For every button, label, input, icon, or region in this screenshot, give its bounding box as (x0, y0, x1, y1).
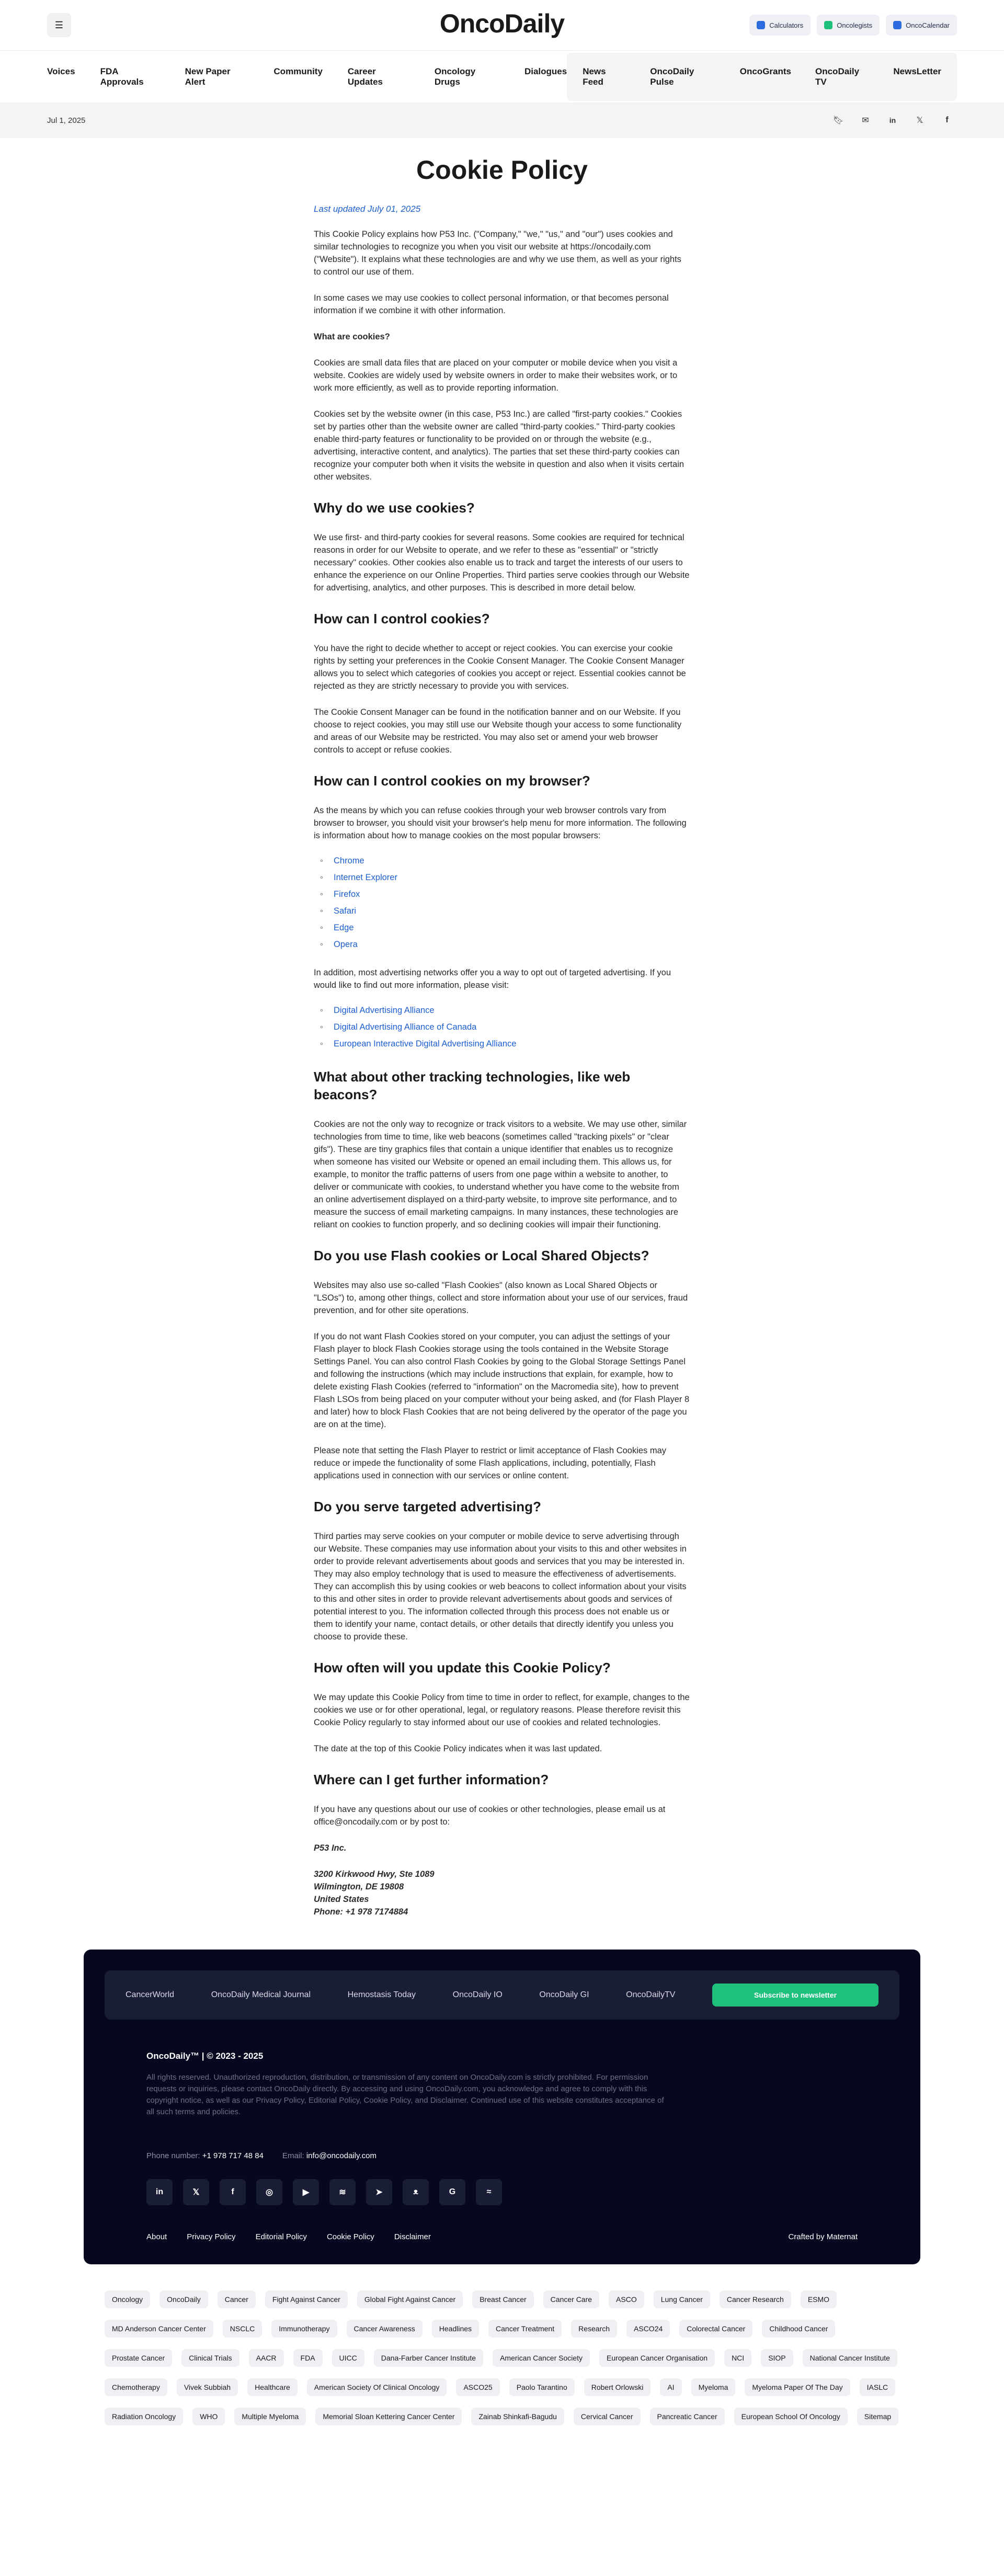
publish-date: Jul 1, 2025 (47, 116, 86, 125)
tag-chip[interactable]: MD Anderson Cancer Center (105, 2320, 213, 2338)
tag-chip[interactable]: Colorectal Cancer (679, 2320, 752, 2338)
tag-chip[interactable]: Cancer (218, 2290, 256, 2308)
tag-chip[interactable]: Memorial Sloan Kettering Cancer Center (315, 2408, 462, 2425)
menu-button[interactable] (47, 13, 71, 37)
linkedin-icon[interactable]: in (889, 116, 896, 124)
tag-chip[interactable]: Clinical Trials (181, 2349, 239, 2367)
nav-left (47, 66, 567, 87)
nav-item-oncodaily-tv[interactable]: OncoDaily TV (815, 66, 860, 87)
calculators-button[interactable] (749, 15, 811, 36)
footer-bottom (146, 2232, 858, 2241)
list-item (334, 903, 690, 919)
list-item (334, 919, 690, 936)
x-icon[interactable]: 𝕏 (183, 2179, 209, 2205)
ad-link-daa[interactable]: Digital Advertising Alliance (334, 1006, 435, 1015)
rss-icon[interactable]: ≈ (476, 2179, 502, 2205)
tag-chip[interactable]: Oncology (105, 2290, 150, 2308)
paragraph: If you have any questions about our use of cookies or other technologies, please email us at office@oncodaily.com or by post to: (314, 1805, 666, 1827)
subscribe-button[interactable]: Subscribe to newsletter (712, 1984, 878, 2007)
x-icon[interactable]: 𝕏 (916, 116, 923, 125)
list-item (334, 886, 690, 903)
browser-link-firefox[interactable]: Firefox (334, 890, 360, 899)
oncolegists-button[interactable] (817, 15, 880, 36)
browser-link-safari[interactable]: Safari (334, 906, 357, 916)
tag-chip[interactable]: Chemotherapy (105, 2378, 167, 2396)
section-heading: Where can I get further information? (314, 1772, 549, 1787)
list-item (334, 852, 690, 869)
tag-chip[interactable]: Research (571, 2320, 617, 2338)
section-heading: What are cookies? (314, 332, 390, 341)
policy-links (146, 2232, 431, 2241)
tag-chip[interactable]: Pancreatic Cancer (650, 2408, 725, 2425)
article (314, 138, 690, 1918)
paragraph: Third parties may serve cookies on your computer or mobile device to serve advertising through our Website. These companies may use information about your visits to this and other websites in order to provide relevant advertisements about goods and services that you may be interested in. They may also employ technology that is used to measure the effectiveness of advertisements. They can accomplish this by using cookies or web beacons to collect information about your visits to this and other sites in order to provide relevant advertisements about goods and services of potential interest to you. The information collected through this process does not enable us or them to identify your name, contact details, or other details that directly identify you unless you choose to provide these. (314, 1532, 687, 1642)
tag-chip[interactable]: Headlines (432, 2320, 479, 2338)
nav-item-oncodaily-pulse[interactable]: OncoDaily Pulse (650, 66, 694, 87)
oncocalendar-button[interactable] (886, 15, 957, 36)
footer-brand: OncoDaily™ | © 2023 - 2025 (146, 2051, 264, 2061)
nav-item-career-updates[interactable]: Career Updates (347, 66, 383, 87)
company-name: P53 Inc. (314, 1843, 347, 1853)
tag-chip[interactable]: SIOP (761, 2349, 793, 2367)
nav-item-oncology-drugs[interactable]: Oncology Drugs (434, 66, 476, 87)
header-pills (749, 15, 957, 36)
footer-link-oncodaily-gi[interactable]: OncoDaily GI (539, 1990, 589, 1999)
tag-chip[interactable]: Myeloma (691, 2378, 736, 2396)
footer-nav (105, 1970, 899, 2020)
section-heading: How can I control cookies on my browser? (314, 773, 590, 789)
nav-item-oncogrants[interactable]: OncoGrants (739, 66, 791, 76)
browser-list (334, 852, 690, 953)
postal-address (314, 1842, 690, 1918)
tag-chip[interactable]: Sitemap (857, 2408, 898, 2425)
section-heading: How can I control cookies? (314, 611, 490, 626)
google-icon[interactable]: G (439, 2179, 465, 2205)
tag-chip[interactable]: European Cancer Organisation (599, 2349, 715, 2367)
tag-chip[interactable]: AACR (249, 2349, 284, 2367)
tag-chip[interactable]: Cancer Treatment (488, 2320, 562, 2338)
linkedin-icon[interactable]: in (146, 2179, 173, 2205)
tag-chip[interactable]: ESMO (801, 2290, 837, 2308)
spotify-icon[interactable]: ≋ (329, 2179, 356, 2205)
youtube-icon[interactable]: ▶ (293, 2179, 319, 2205)
paragraph: This Cookie Policy explains how P53 Inc. ("Company," "we," "us," and "our") uses cookies and similar technologies to recognize you when you visit our website at https://oncodaily.com ("Website"). It explains what these technologies are and why we use them, as well as your rights to control our use of them. (314, 230, 681, 277)
tag-chip[interactable]: National Cancer Institute (803, 2349, 897, 2367)
section-heading: Why do we use cookies? (314, 500, 475, 516)
main-nav (0, 50, 1004, 102)
tag-chip[interactable]: American Society Of Clinical Oncology (307, 2378, 447, 2396)
paragraph: Please note that setting the Flash Player to restrict or limit acceptance of Flash Cookies may reduce or impede the functionality of some Flash applications, including, potentially, Flash applications used in connection with our services or online content. (314, 1446, 667, 1480)
tag-chip[interactable]: NSCLC (223, 2320, 262, 2338)
tag-chip[interactable]: NCI (724, 2349, 751, 2367)
tag-chip[interactable]: ASCO24 (626, 2320, 670, 2338)
tag-cloud (105, 2290, 899, 2425)
list-item (334, 1002, 690, 1019)
tag-chip[interactable]: Healthcare (247, 2378, 298, 2396)
bluesky-icon[interactable]: ᴥ (403, 2179, 429, 2205)
date-bar (0, 102, 1004, 138)
tag-chip[interactable]: FDA (293, 2349, 323, 2367)
list-item (334, 936, 690, 953)
tag-chip[interactable]: Robert Orlowski (584, 2378, 651, 2396)
list-item (334, 1019, 690, 1035)
section-heading: How often will you update this Cookie Policy? (314, 1660, 611, 1675)
tag-chip[interactable]: UICC (332, 2349, 364, 2367)
crafted-by[interactable]: Crafted by Maternat (788, 2232, 858, 2241)
nav-item-dialogues[interactable]: Dialogues (524, 66, 567, 76)
tag-chip[interactable]: Multiple Myeloma (234, 2408, 306, 2425)
nav-item-news-feed[interactable]: News Feed (583, 66, 606, 87)
tag-chip[interactable]: IASLC (860, 2378, 895, 2396)
nav-right (567, 53, 957, 101)
calculator-icon (757, 21, 765, 29)
tag-chip[interactable]: OncoDaily (159, 2290, 208, 2308)
paragraph: Cookies set by the website owner (in this case, P53 Inc.) are called "first-party cookies." Cookies set by parties other than the website owner are called "third-party cookies." Third-party cookies enable third-party features or functionality to be provided on or through the website (e.g., advertising, interactive content, and analytics). The parties that set these third-party cookies can recognize your computer both when it visits the website in question and also when it visits certain other websites. (314, 409, 684, 482)
paragraph: If you do not want Flash Cookies stored on your computer, you can adjust the settings of your Flash player to block Flash Cookies storage using the tools contained in the Website Storage Settings Panel. You can also control Flash Cookies by going to the Global Storage Settings Panel and following the instructions (which may include instructions that explain, for example, how to delete existing Flash Cookies (referred to "information" on the Macromedia site), how to prevent Flash LSOs from being placed on your computer without your being asked, and (for Flash Player 8 and later) how to block Flash Cookies that are not being delivered by the operator of the page you are on at the time). (314, 1332, 690, 1429)
social-links (146, 2179, 899, 2205)
tag-chip[interactable]: Cancer Research (720, 2290, 791, 2308)
paragraph: The Cookie Consent Manager can be found in the notification banner and on our Website. If you choose to reject cookies, you may still use our Website though your access to some functionality and areas of our Website may be restricted. You may also set or amend your web browser controls to accept or refuse cookies. (314, 708, 682, 755)
footer-link-oncodailytv[interactable]: OncoDailyTV (626, 1990, 676, 1999)
footer-link-medical-journal[interactable]: OncoDaily Medical Journal (211, 1990, 311, 1999)
top-bar (0, 0, 1004, 50)
email-icon[interactable]: ✉ (862, 116, 869, 125)
oncologist-icon (824, 21, 832, 29)
nav-item-voices[interactable]: Voices (47, 66, 75, 76)
tag-chip[interactable]: Fight Against Cancer (265, 2290, 348, 2308)
paragraph: Cookies are small data files that are placed on your computer or mobile device when you visit a website. Cookies are widely used by website owners in order to make their websites work, or to work more efficiently, as well as to provide reporting information. (314, 358, 678, 393)
footer-link-privacy[interactable]: Privacy Policy (187, 2232, 236, 2241)
tag-chip[interactable]: Myeloma Paper Of The Day (745, 2378, 850, 2396)
bookmark-icon[interactable]: 🔖︎ (832, 116, 844, 125)
calendar-icon (893, 21, 902, 29)
tag-chip[interactable]: Cancer Care (543, 2290, 599, 2308)
list-item (334, 1035, 690, 1052)
telegram-icon[interactable]: ➤ (366, 2179, 392, 2205)
paragraph: The date at the top of this Cookie Policy indicates when it was last updated. (314, 1744, 602, 1753)
pill-label: OncoCalendar (906, 21, 950, 29)
pill-label: Calculators (769, 21, 804, 29)
ad-link-daac[interactable]: Digital Advertising Alliance of Canada (334, 1022, 477, 1032)
nav-item-community[interactable]: Community (273, 66, 323, 76)
list-item (334, 869, 690, 886)
ad-link-edaa[interactable]: European Interactive Digital Advertising Alliance (334, 1039, 517, 1048)
email-block (282, 2151, 376, 2160)
paragraph: In some cases we may use cookies to collect personal information, or that becomes personal information if we combine it with other information. (314, 293, 669, 315)
footer-link-oncodaily-io[interactable]: OncoDaily IO (452, 1990, 503, 1999)
footer-link-hemostasis-today[interactable]: Hemostasis Today (347, 1990, 416, 1999)
tag-chip[interactable]: Cervical Cancer (574, 2408, 641, 2425)
tag-chip[interactable]: AI (660, 2378, 681, 2396)
site-logo[interactable]: OncoDaily (439, 9, 565, 38)
tag-chip[interactable]: Dana-Farber Cancer Institute (374, 2349, 483, 2367)
facebook-icon[interactable]: f (945, 116, 949, 124)
phone-number[interactable]: +1 978 717 48 84 (202, 2151, 264, 2160)
tag-chip[interactable]: Immunotherapy (271, 2320, 337, 2338)
footer-link-cookie[interactable]: Cookie Policy (326, 2232, 374, 2241)
footer-link-about[interactable]: About (146, 2232, 167, 2241)
browser-link-edge[interactable]: Edge (334, 923, 354, 932)
page-title: Cookie Policy (416, 155, 588, 185)
tag-chip[interactable]: Cancer Awareness (347, 2320, 423, 2338)
paragraph: In addition, most advertising networks offer you a way to opt out of targeted advertising. If you would like to find out more information, please visit: (314, 968, 671, 990)
footer-link-cancerworld[interactable]: CancerWorld (126, 1990, 175, 1999)
footer-link-disclaimer[interactable]: Disclaimer (394, 2232, 431, 2241)
nav-item-new-paper-alert[interactable]: New Paper Alert (185, 66, 231, 87)
address-phone: Phone: +1 978 7174884 (314, 1907, 408, 1917)
tag-chip[interactable]: Childhood Cancer (762, 2320, 835, 2338)
section-heading: Do you serve targeted advertising? (314, 1499, 541, 1514)
tag-chip[interactable]: Global Fight Against Cancer (357, 2290, 463, 2308)
email-address[interactable]: info@oncodaily.com (306, 2151, 376, 2160)
site-footer (84, 1950, 920, 2264)
paragraph: Cookies are not the only way to recognize or track visitors to a website. We may use other, similar technologies from time to time, like web beacons (sometimes called "tracking pixels" or "clear gifs"). These are tiny graphics files that contain a unique identifier that enables us to recognize when someone has visited our Website or opened an email including them. This allows us, for example, to monitor the traffic patterns of users from one page within a website to another, to deliver or communicate with cookies, to understand whether you have come to the website from an online advertisement displayed on a third-party website, to improve site performance, and to measure the success of email marketing campaigns. In many instances, these technologies are reliant on cookies to function properly, and so declining cookies will impair their functioning. (314, 1120, 687, 1229)
copyright-notice: All rights reserved. Unauthorized reproduction, distribution, or transmission of any content on OncoDaily.com is strictly prohibited. For permission requests or inquiries, please contact OncoDaily directly. By accessing and using OncoDaily.com, you acknowledge and agree to comply with this copyright notice, as well as our Privacy Policy, Editorial Policy, Cookie Policy, and Disclaimer. Continued use of this website constitutes acceptance of all such terms and policies. (146, 2073, 664, 2116)
paragraph: As the means by which you can refuse cookies through your web browser controls vary from browser to browser, you should visit your browser's help menu for more information. The following is information about how to manage cookies on the most popular browsers: (314, 806, 687, 840)
address-line: 3200 Kirkwood Hwy, Ste 1089 (314, 1870, 435, 1879)
paragraph: We use first- and third-party cookies for several reasons. Some cookies are required for technical reasons in order for our Website to operate, and we refer to these as "essential" or "strictly necessary" cookies. Other cookies also enable us to track and target the interests of our users to enhance the experience on our Online Properties. Third parties serve cookies through our Website for advertising, analytics, and other purposes. This is described in more detail below. (314, 533, 690, 592)
phone-label: Phone number: (146, 2151, 200, 2160)
tag-chip[interactable]: Vivek Subbiah (177, 2378, 238, 2396)
last-updated: Last updated July 01, 2025 (314, 204, 421, 214)
browser-link-chrome[interactable]: Chrome (334, 856, 364, 865)
section-heading: What about other tracking technologies, like web beacons? (314, 1069, 631, 1102)
address-line: Wilmington, DE 19808 (314, 1882, 404, 1891)
nav-item-newsletter[interactable]: NewsLetter (893, 66, 942, 76)
section-heading: Do you use Flash cookies or Local Shared Objects? (314, 1248, 649, 1263)
phone-block (146, 2151, 264, 2160)
share-bar (828, 110, 957, 130)
paragraph: Websites may also use so-called "Flash Cookies" (also known as Local Shared Objects or "LSOs") to, among other things, collect and store information about your use of our services, fraud prevention, and for other site operations. (314, 1281, 688, 1315)
tag-chip[interactable]: ASCO25 (456, 2378, 499, 2396)
tag-chip[interactable]: Paolo Tarantino (509, 2378, 575, 2396)
browser-link-ie[interactable]: Internet Explorer (334, 873, 397, 882)
instagram-icon[interactable]: ◎ (256, 2179, 282, 2205)
tag-chip[interactable]: American Cancer Society (493, 2349, 590, 2367)
nav-item-fda-approvals[interactable]: FDA Approvals (100, 66, 144, 87)
tag-chip[interactable]: Radiation Oncology (105, 2408, 183, 2425)
menu-icon: ☰ (54, 19, 64, 30)
paragraph: You have the right to decide whether to accept or reject cookies. You can exercise your cookie rights by setting your preferences in the Cookie Consent Manager. The Cookie Consent Manager allows you to select which categories of cookies you accept or reject. Essential cookies cannot be rejected as they are strictly necessary to provide you with services. (314, 644, 686, 691)
ad-links-list (334, 1002, 690, 1052)
tag-chip[interactable]: Zainab Shinkafi-Bagudu (471, 2408, 564, 2425)
pill-label: Oncolegists (837, 21, 873, 29)
email-label: Email: (282, 2151, 304, 2160)
browser-link-opera[interactable]: Opera (334, 940, 358, 949)
footer-link-editorial[interactable]: Editorial Policy (255, 2232, 307, 2241)
footer-contact (146, 2151, 899, 2160)
facebook-icon[interactable]: f (220, 2179, 246, 2205)
tag-chip[interactable]: ASCO (609, 2290, 644, 2308)
tag-chip[interactable]: Prostate Cancer (105, 2349, 172, 2367)
tag-chip[interactable]: Lung Cancer (654, 2290, 710, 2308)
tag-chip[interactable]: WHO (192, 2408, 225, 2425)
address-line: United States (314, 1895, 369, 1904)
paragraph: We may update this Cookie Policy from time to time in order to reflect, for example, changes to the cookies we use or for other operational, legal, or regulatory reasons. Please therefore revisit this Cookie Policy regularly to stay informed about our use of cookies and related technologies. (314, 1693, 690, 1727)
tag-chip[interactable]: European School Of Oncology (734, 2408, 848, 2425)
tag-chip[interactable]: Breast Cancer (472, 2290, 533, 2308)
